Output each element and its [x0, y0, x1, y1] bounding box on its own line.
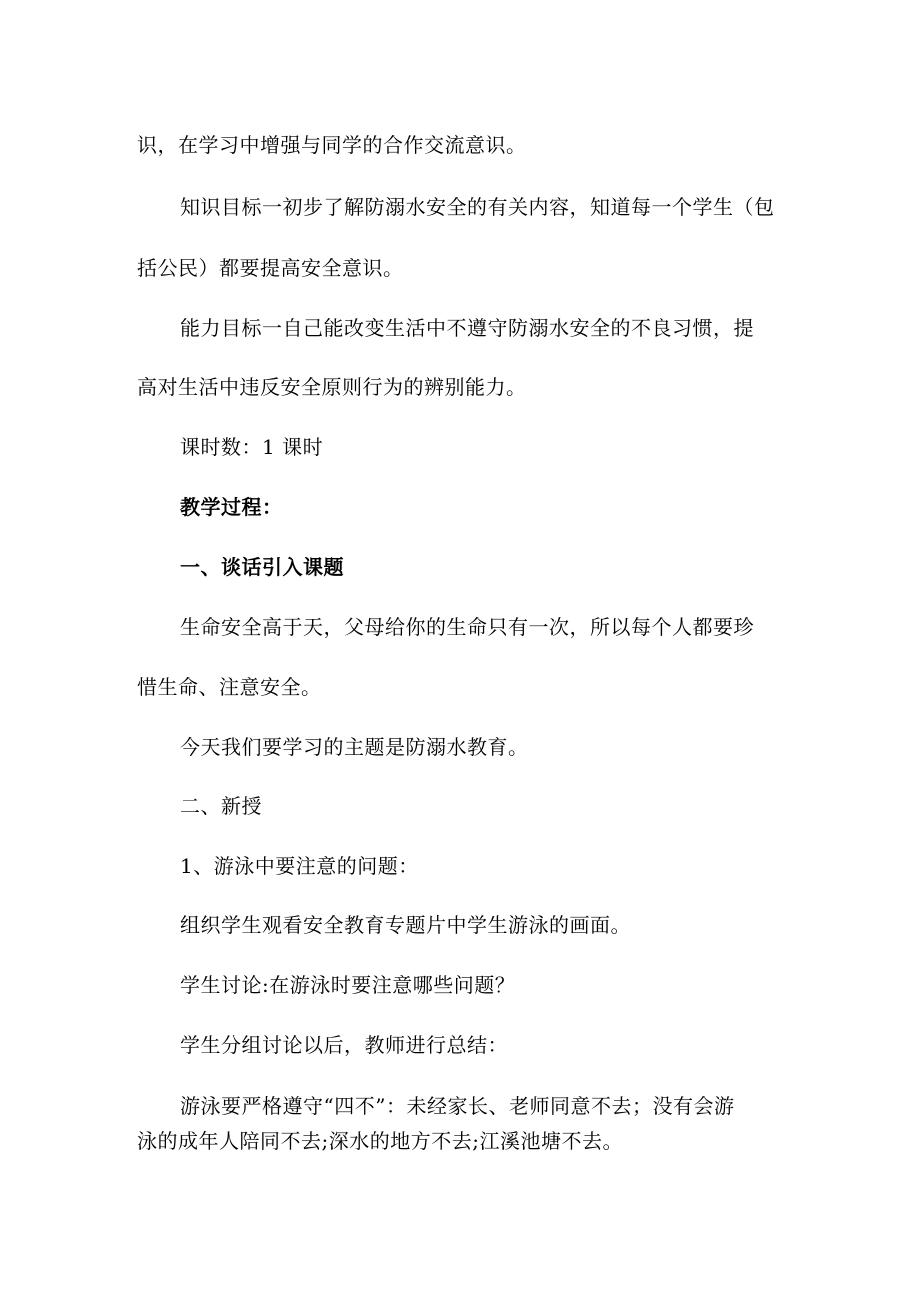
paragraph-line: 泳的成年人陪同不去;深水的地方不去;江溪池塘不去。 — [137, 1129, 623, 1153]
paragraph-line: 1、游泳中要注意的问题： — [180, 854, 419, 878]
paragraph-line: 识，在学习中增强与同学的合作交流意识。 — [137, 133, 527, 157]
paragraph-line: 游泳要严格遵守“四不”：未经家长、老师同意不去；没有会游 — [180, 1094, 735, 1118]
paragraph-line: 今天我们要学习的主题是防溺水教育。 — [180, 735, 529, 759]
paragraph-line: 知识目标一初步了解防溺水安全的有关内容，知道每一个学生（包 — [180, 195, 775, 219]
paragraph-line: 高对生活中违反安全原则行为的辨别能力。 — [137, 375, 527, 399]
paragraph-line: 能力目标一自己能改变生活中不遵守防溺水安全的不良习惯，提 — [180, 316, 754, 340]
paragraph-line: 生命安全高于天，父母给你的生命只有一次，所以每个人都要珍 — [180, 615, 754, 639]
paragraph-line: 课时数：1 课时 — [180, 435, 324, 459]
section-heading: 教学过程： — [180, 495, 283, 519]
section-heading: 一、谈话引入课题 — [180, 555, 344, 579]
paragraph-line: 括公民）都要提高安全意识。 — [137, 256, 404, 280]
paragraph-line: 组织学生观看安全教育专题片中学生游泳的画面。 — [180, 913, 631, 937]
paragraph-line: 学生讨论:在游泳时要注意哪些问题？ — [180, 973, 516, 997]
paragraph-line: 学生分组讨论以后，教师进行总结： — [180, 1033, 508, 1057]
section-heading: 二、新授 — [180, 794, 262, 818]
paragraph-line: 惜生命、注意安全。 — [137, 675, 322, 699]
